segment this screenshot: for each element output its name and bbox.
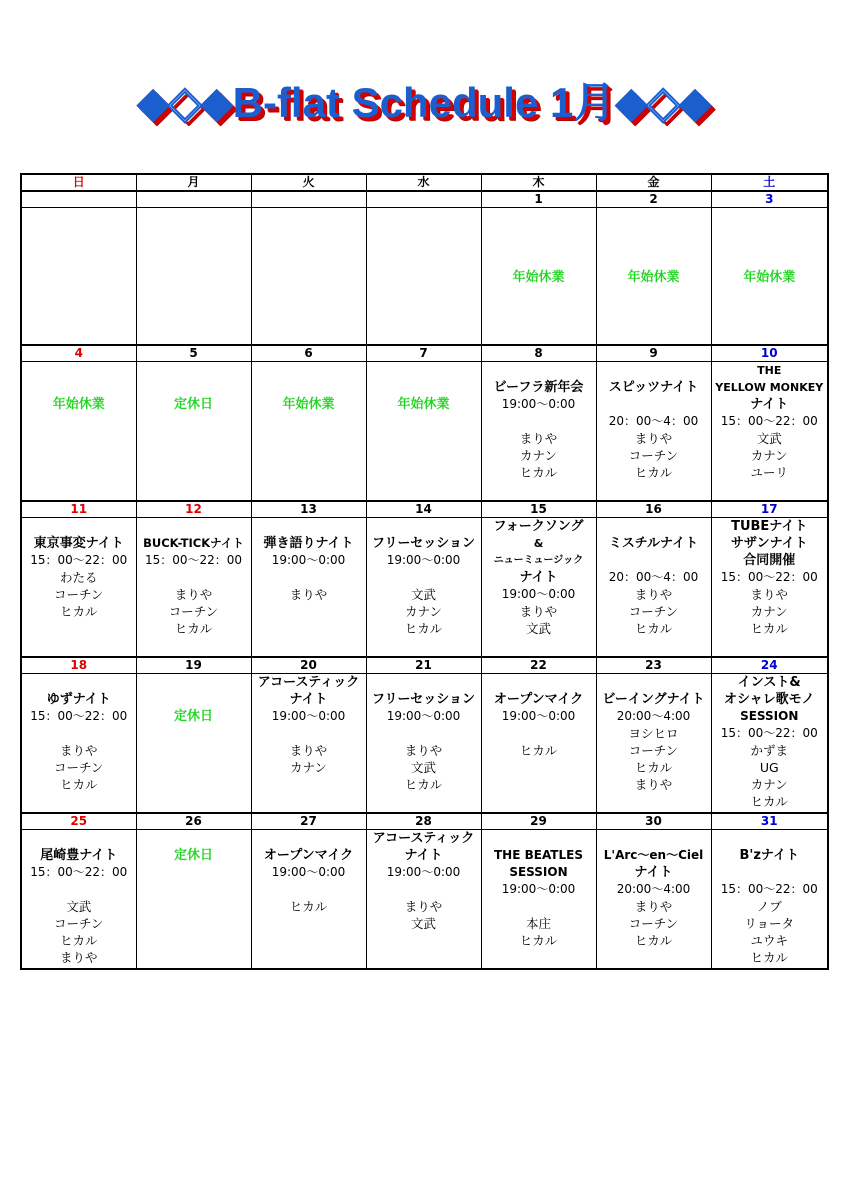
diamond-filled-icon: ◆: [678, 77, 712, 128]
event-time: 19:00〜0:00: [386, 865, 461, 879]
event-time: 15：00〜22：00: [720, 570, 818, 584]
event-name: THE: [757, 364, 782, 377]
staff-name: わたる: [59, 570, 98, 585]
page-title: [0, 68, 848, 138]
event-name: ニューミュージック: [493, 555, 584, 566]
day-cell: [366, 830, 481, 970]
event-name: インスト&: [737, 675, 801, 690]
staff-name: ヒカル: [634, 621, 673, 636]
day-cell: [251, 208, 366, 346]
staff-name: ヒカル: [634, 760, 673, 775]
event-time: 15：00〜22：00: [720, 414, 818, 428]
staff-name: リョータ: [744, 916, 795, 931]
staff-name: まりや: [634, 777, 673, 792]
staff-name: カナン: [750, 777, 788, 792]
day-cell: [251, 362, 366, 502]
staff-name: コーチン: [54, 587, 104, 602]
staff-name: コーチン: [628, 448, 679, 463]
staff-name: かずま: [750, 743, 788, 758]
closed-label: 年始休業: [397, 397, 450, 412]
diamond-filled-icon: ◆: [199, 77, 234, 128]
staff-name: コーチン: [628, 916, 679, 931]
staff-name: コーチン: [54, 760, 104, 775]
weekday-sun: 日: [21, 174, 136, 191]
staff-name: ヒカル: [59, 604, 98, 619]
staff-name: 文武: [525, 621, 551, 636]
closed-label: 定休日: [173, 709, 213, 724]
date-row: [21, 657, 828, 674]
closed-label: 年始休業: [52, 397, 105, 412]
day-cell: [596, 208, 711, 346]
event-name: 尾崎豊ナイト: [40, 848, 118, 863]
staff-name: まりや: [634, 899, 673, 914]
diamond-outline-icon: ◇: [646, 77, 681, 128]
day-cell: [251, 674, 366, 814]
staff-name: まりや: [750, 587, 788, 602]
event-name: フリーセッション: [372, 536, 475, 551]
staff-name: ヒカル: [519, 933, 558, 948]
staff-name: まりや: [59, 950, 98, 965]
date-cell: 12: [136, 501, 251, 518]
date-cell: 8: [481, 345, 596, 362]
staff-name: ヒカル: [174, 621, 213, 636]
staff-name: ヒカル: [404, 777, 443, 792]
staff-name: ヒカル: [404, 621, 443, 636]
day-cell: [251, 518, 366, 658]
event-time: 20:00〜4:00: [616, 709, 691, 723]
date-cell: 21: [366, 657, 481, 674]
event-name: ミスチルナイト: [608, 536, 699, 551]
staff-name: ユウキ: [750, 933, 788, 948]
staff-name: コーチン: [628, 604, 679, 619]
day-cell: [136, 830, 251, 970]
day-cell: [21, 830, 136, 970]
staff-name: ヒカル: [59, 933, 98, 948]
day-cell: [711, 362, 828, 502]
event-time: 19:00〜0:00: [386, 709, 461, 723]
schedule-calendar: [20, 173, 829, 970]
closed-label: 年始休業: [282, 397, 335, 412]
diamond-outline-icon: ◇: [167, 77, 202, 128]
staff-name: 文武: [410, 760, 436, 775]
event-name: オープンマイク: [493, 692, 584, 707]
staff-name: まりや: [59, 743, 98, 758]
date-cell: 14: [366, 501, 481, 518]
events-row: [21, 208, 828, 346]
staff-name: 文武: [756, 431, 782, 446]
day-cell: [136, 208, 251, 346]
day-cell: [366, 518, 481, 658]
date-cell: 10: [711, 345, 828, 362]
event-time: 19:00〜0:00: [271, 865, 346, 879]
staff-name: ヨシヒロ: [628, 726, 679, 741]
event-name: TUBEナイト: [731, 519, 808, 534]
event-time: 15：00〜22：00: [720, 882, 818, 896]
event-name: フォークソング: [493, 519, 584, 534]
closed-label: 定休日: [173, 397, 213, 412]
staff-name: 文武: [410, 587, 436, 602]
staff-name: カナン: [405, 604, 442, 619]
staff-name: ヒカル: [750, 950, 788, 965]
event-time: 19:00〜0:00: [501, 709, 576, 723]
weekday-fri: 金: [596, 174, 711, 191]
diamond-filled-icon: ◆: [614, 77, 649, 128]
closed-label: 年始休業: [627, 269, 680, 285]
event-name: ナイト: [519, 570, 558, 585]
staff-name: ヒカル: [289, 899, 328, 914]
day-cell: [21, 674, 136, 814]
day-cell: [711, 674, 828, 814]
staff-name: まりや: [634, 431, 673, 446]
staff-name: ノブ: [756, 899, 782, 914]
weekday-tue: 火: [251, 174, 366, 191]
closed-label: 年始休業: [743, 269, 796, 285]
staff-name: ユーリ: [750, 465, 788, 480]
staff-name: まりや: [404, 743, 443, 758]
event-name: オープンマイク: [263, 848, 354, 863]
event-name: 東京事変ナイト: [33, 536, 124, 551]
staff-name: UG: [759, 760, 779, 775]
events-row: [21, 674, 828, 814]
staff-name: ヒカル: [750, 794, 788, 809]
staff-name: カナン: [290, 760, 327, 775]
event-name: B'zナイト: [739, 848, 800, 863]
event-time: 19:00〜0:00: [386, 553, 461, 567]
staff-name: コーチン: [628, 743, 679, 758]
event-time: 19:00〜0:00: [501, 882, 576, 896]
date-row: [21, 501, 828, 518]
events-row: [21, 830, 828, 970]
staff-name: 本庄: [525, 916, 551, 931]
event-time: 15：00〜22：00: [720, 726, 818, 740]
date-cell: 19: [136, 657, 251, 674]
date-cell: 16: [596, 501, 711, 518]
day-cell: [596, 674, 711, 814]
event-name: 弾き語りナイト: [263, 536, 354, 551]
event-name: YELLOW MONKEY: [715, 381, 824, 394]
events-row: [21, 518, 828, 658]
staff-name: ヒカル: [519, 465, 558, 480]
weekday-mon: 月: [136, 174, 251, 191]
date-cell: 30: [596, 813, 711, 830]
day-cell: [251, 830, 366, 970]
event-name: SESSION: [740, 709, 799, 723]
staff-name: まりや: [174, 587, 213, 602]
event-time: 15：00〜22：00: [144, 553, 243, 567]
weekday-thu: 木: [481, 174, 596, 191]
closed-label: 年始休業: [512, 269, 565, 285]
event-name: SESSION: [509, 865, 568, 879]
day-cell: [481, 208, 596, 346]
date-cell: 4: [21, 345, 136, 362]
day-cell: [136, 362, 251, 502]
event-time: 19:00〜0:00: [271, 553, 346, 567]
event-name: ナイト: [750, 397, 789, 412]
date-cell: [21, 191, 136, 208]
event-name: スピッツナイト: [608, 380, 699, 395]
day-cell: [136, 674, 251, 814]
weekday-header-row: [21, 174, 828, 191]
staff-name: ヒカル: [634, 465, 673, 480]
event-name: オシャレ歌モノ: [723, 692, 815, 707]
staff-name: カナン: [750, 604, 788, 619]
date-cell: 1: [481, 191, 596, 208]
event-name: THE BEATLES: [494, 848, 583, 862]
day-cell: [366, 362, 481, 502]
staff-name: まりや: [289, 587, 328, 602]
date-cell: 15: [481, 501, 596, 518]
date-row: [21, 813, 828, 830]
event-name: サザンナイト: [730, 536, 808, 551]
date-cell: 25: [21, 813, 136, 830]
staff-name: カナン: [520, 448, 557, 463]
staff-name: カナン: [750, 448, 788, 463]
date-cell: 3: [711, 191, 828, 208]
date-cell: [251, 191, 366, 208]
date-cell: 6: [251, 345, 366, 362]
event-name: BUCK-TICKナイト: [143, 536, 244, 550]
event-name: ナイト: [289, 692, 328, 707]
event-time: 15：00〜22：00: [30, 865, 128, 879]
event-name: アコースティック: [372, 831, 475, 846]
day-cell: [21, 518, 136, 658]
event-name: ゆずナイト: [46, 692, 111, 707]
weekday-wed: 水: [366, 174, 481, 191]
date-cell: 22: [481, 657, 596, 674]
day-cell: [596, 518, 711, 658]
staff-name: まりや: [289, 743, 328, 758]
diamond-filled-icon: ◆: [136, 77, 170, 128]
date-cell: [136, 191, 251, 208]
event-time: 15：00〜22：00: [30, 709, 128, 723]
staff-name: まりや: [519, 604, 558, 619]
event-name: ビーフラ新年会: [493, 380, 584, 395]
day-cell: [596, 362, 711, 502]
staff-name: コーチン: [168, 604, 219, 619]
event-name: L'Arc〜en〜Ciel: [603, 848, 704, 862]
day-cell: [481, 674, 596, 814]
date-cell: 2: [596, 191, 711, 208]
date-cell: 29: [481, 813, 596, 830]
day-cell: [596, 830, 711, 970]
event-time: 19:00〜0:00: [271, 709, 346, 723]
date-cell: 13: [251, 501, 366, 518]
events-row: [21, 362, 828, 502]
date-cell: 27: [251, 813, 366, 830]
day-cell: [711, 518, 828, 658]
event-name: ナイト: [404, 848, 443, 863]
date-row: [21, 191, 828, 208]
staff-name: 文武: [66, 899, 92, 914]
date-cell: 5: [136, 345, 251, 362]
staff-name: ヒカル: [750, 621, 788, 636]
event-time: 19:00〜0:00: [501, 397, 576, 411]
day-cell: [21, 362, 136, 502]
event-time: 20：00〜4：00: [608, 414, 699, 428]
staff-name: ヒカル: [59, 777, 98, 792]
closed-label: 定休日: [173, 848, 213, 863]
event-name: ビーイングナイト: [602, 692, 705, 707]
day-cell: [481, 518, 596, 658]
date-cell: 26: [136, 813, 251, 830]
date-cell: [366, 191, 481, 208]
event-time: 20：00〜4：00: [608, 570, 699, 584]
event-time: 19:00〜0:00: [501, 587, 576, 601]
event-time: 15：00〜22：00: [30, 553, 128, 567]
event-time: 20:00〜4:00: [616, 882, 691, 896]
date-row: [21, 345, 828, 362]
day-cell: [481, 830, 596, 970]
date-cell: 11: [21, 501, 136, 518]
date-cell: 18: [21, 657, 136, 674]
title-text: B-flat Schedule 1月: [232, 79, 616, 126]
staff-name: ヒカル: [634, 933, 673, 948]
staff-name: コーチン: [54, 916, 104, 931]
day-cell: [366, 674, 481, 814]
day-cell: [711, 830, 828, 970]
weekday-sat: 土: [711, 174, 828, 191]
day-cell: [366, 208, 481, 346]
date-cell: 23: [596, 657, 711, 674]
date-cell: 9: [596, 345, 711, 362]
staff-name: まりや: [634, 587, 673, 602]
event-name: ナイト: [634, 865, 673, 880]
event-name: 合同開催: [743, 553, 796, 568]
staff-name: ヒカル: [519, 743, 558, 758]
date-cell: 31: [711, 813, 828, 830]
date-cell: 20: [251, 657, 366, 674]
staff-name: まりや: [519, 431, 558, 446]
event-name: アコースティック: [257, 675, 360, 690]
date-cell: 24: [711, 657, 828, 674]
staff-name: まりや: [404, 899, 443, 914]
date-cell: 7: [366, 345, 481, 362]
date-cell: 28: [366, 813, 481, 830]
event-name: フリーセッション: [372, 692, 475, 707]
day-cell: [21, 208, 136, 346]
staff-name: 文武: [410, 916, 436, 931]
day-cell: [711, 208, 828, 346]
event-name: &: [533, 537, 544, 550]
day-cell: [481, 362, 596, 502]
day-cell: [136, 518, 251, 658]
date-cell: 17: [711, 501, 828, 518]
